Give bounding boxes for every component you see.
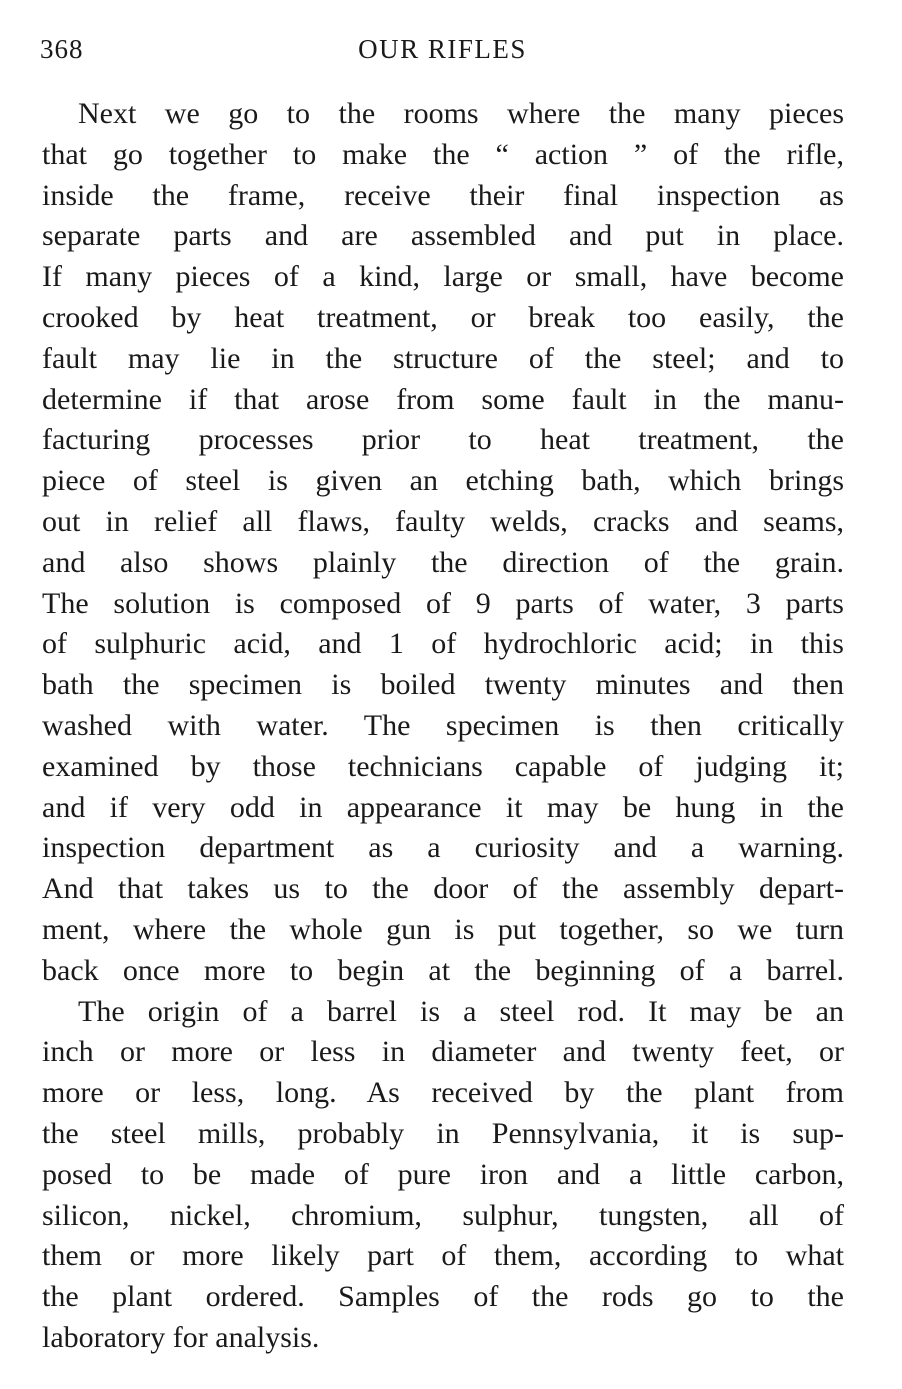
paragraph-1-line-18: and if very odd in appearance it may be hung in the	[42, 790, 844, 824]
paragraph-2-line-3: more or less, long. As received by the plant from	[42, 1076, 844, 1110]
paragraph-1-line-11: out in relief all flaws, faulty welds, cracks and seams,	[42, 504, 844, 538]
paragraph-2-line-5: posed to be made of pure iron and a little carbon,	[42, 1157, 844, 1191]
paragraph-1-line-6: crooked by heat treatment, or break too easily, the	[42, 300, 844, 334]
running-title: OUR RIFLES	[358, 34, 527, 64]
running-head	[40, 34, 845, 70]
paragraph-1-line-5: If many pieces of a kind, large or small, have become	[42, 260, 844, 294]
paragraph-2-line-2: inch or more or less in diameter and twenty feet, or	[42, 1035, 844, 1069]
paragraph-1-line-22: back once more to begin at the beginning of a barrel.	[42, 953, 844, 987]
paragraph-2-line-1: The origin of a barrel is a steel rod. It may be an	[78, 994, 844, 1028]
paragraph-1-line-12: and also shows plainly the direction of the grain.	[42, 545, 844, 579]
paragraph-2-line-4: the steel mills, probably in Pennsylvania, it is sup-	[42, 1116, 844, 1150]
paragraph-1-line-14: of sulphuric acid, and 1 of hydrochloric acid; in this	[42, 627, 844, 661]
paragraph-1-line-3: inside the frame, receive their final inspection as	[42, 178, 844, 212]
paragraph-1-line-10: piece of steel is given an etching bath, which brings	[42, 464, 844, 498]
paragraph-1-line-4: separate parts and are assembled and put in place.	[42, 219, 844, 253]
paragraph-1-line-1: Next we go to the rooms where the many pieces	[78, 97, 844, 130]
paragraph-1-line-8: determine if that arose from some fault in the manu-	[42, 382, 844, 416]
paragraph-1-line-20: And that takes us to the door of the assembly depart-	[42, 872, 844, 906]
paragraph-1-line-9: facturing processes prior to heat treatment, the	[42, 423, 844, 457]
paragraph-1-line-21: ment, where the whole gun is put together, so we turn	[42, 912, 844, 946]
page-number: 368	[40, 34, 84, 64]
paragraph-2-line-9: laboratory for analysis.	[42, 1320, 320, 1354]
body-text	[42, 94, 844, 1359]
paragraph-1-line-2: that go together to make the “ action ” of the rifle,	[42, 137, 844, 171]
paragraph-1-line-17: examined by those technicians capable of judging it;	[42, 749, 844, 783]
paragraph-1-line-7: fault may lie in the structure of the steel; and to	[42, 341, 844, 375]
paragraph-1-line-13: The solution is composed of 9 parts of water, 3 parts	[42, 586, 844, 620]
paragraph-1-line-15: bath the specimen is boiled twenty minutes and then	[42, 668, 844, 702]
paragraph-2-line-8: the plant ordered. Samples of the rods go to the	[42, 1280, 844, 1314]
paragraph-1-line-16: washed with water. The specimen is then critically	[42, 708, 844, 742]
paragraph-2-line-6: silicon, nickel, chromium, sulphur, tungsten, all of	[42, 1198, 844, 1232]
paragraph-1-line-19: inspection department as a curiosity and a warning.	[42, 831, 844, 865]
paragraph-2-line-7: them or more likely part of them, according to what	[42, 1239, 844, 1273]
